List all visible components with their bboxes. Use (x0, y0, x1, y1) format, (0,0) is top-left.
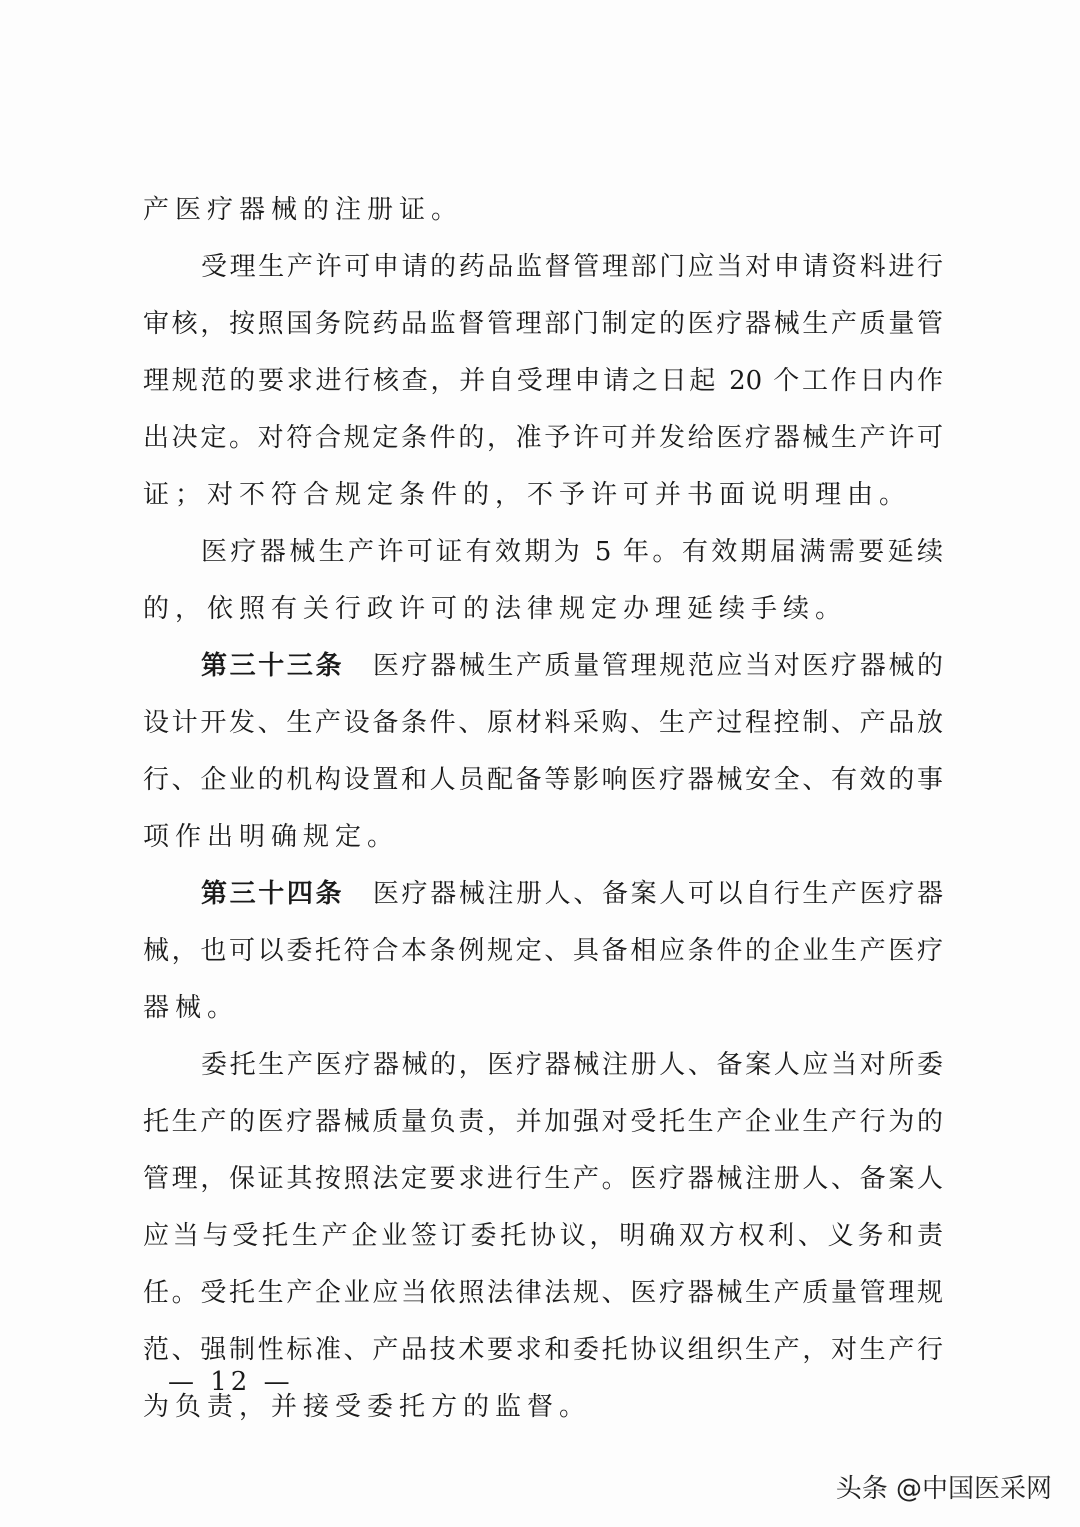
paragraph-line: 托生产的医疗器械质量负责，并加强对受托生产企业生产行为的 (143, 1107, 943, 1137)
paragraph-line: 设计开发、生产设备条件、原材料采购、生产过程控制、产品放 (143, 708, 943, 738)
paragraph-line: 理规范的要求进行核查，并自受理申请之日起 20 个工作日内作 (143, 366, 943, 396)
article-33-first-line (143, 638, 943, 695)
paragraph-line: 应当与受托生产企业签订委托协议，明确双方权利、义务和责 (143, 1221, 943, 1251)
article-34-first-line (143, 866, 943, 923)
paragraph-line: 行、企业的机构设置和人员配备等影响医疗器械安全、有效的事 (143, 765, 943, 795)
article-34-heading: 第三十四条 (201, 879, 345, 909)
article-34-text: 医疗器械注册人、备案人可以自行生产医疗器 (370, 879, 943, 909)
article-33-text: 医疗器械生产质量管理规范应当对医疗器械的 (370, 651, 943, 681)
watermark: 头条 @中国医采网 (835, 1474, 1052, 1504)
paragraph-line: 械，也可以委托符合本条例规定、具备相应条件的企业生产医疗 (143, 936, 943, 966)
paragraph-line: 委托生产医疗器械的，医疗器械注册人、备案人应当对所委 (201, 1050, 943, 1080)
paragraph-line: 范、强制性标准、产品技术要求和委托协议组织生产，对生产行 (143, 1335, 943, 1365)
paragraph-line: 器械。 (143, 993, 240, 1023)
paragraph-line: 受理生产许可申请的药品监督管理部门应当对申请资料进行 (201, 252, 943, 282)
paragraph-line: 证；对不符合规定条件的，不予许可并书面说明理由。 (143, 480, 912, 510)
paragraph-line: 医疗器械生产许可证有效期为 5 年。有效期届满需要延续 (201, 537, 943, 567)
paragraph-line: 为负责，并接受委托方的监督。 (143, 1392, 592, 1422)
paragraph-line: 项作出明确规定。 (143, 822, 400, 852)
paragraph-line: 的，依照有关行政许可的法律规定办理延续手续。 (143, 594, 848, 624)
paragraph-line: 管理，保证其按照法定要求进行生产。医疗器械注册人、备案人 (143, 1164, 943, 1194)
page-number: — 12 — (168, 1367, 294, 1397)
document-body (143, 182, 943, 1436)
paragraph-line: 出决定。对符合规定条件的，准予许可并发给医疗器械生产许可 (143, 423, 943, 453)
paragraph-line: 产医疗器械的注册证。 (143, 195, 464, 225)
paragraph-line: 审核，按照国务院药品监督管理部门制定的医疗器械生产质量管 (143, 309, 943, 339)
article-33-heading: 第三十三条 (201, 651, 345, 681)
paragraph-line: 任。受托生产企业应当依照法律法规、医疗器械生产质量管理规 (143, 1278, 943, 1308)
